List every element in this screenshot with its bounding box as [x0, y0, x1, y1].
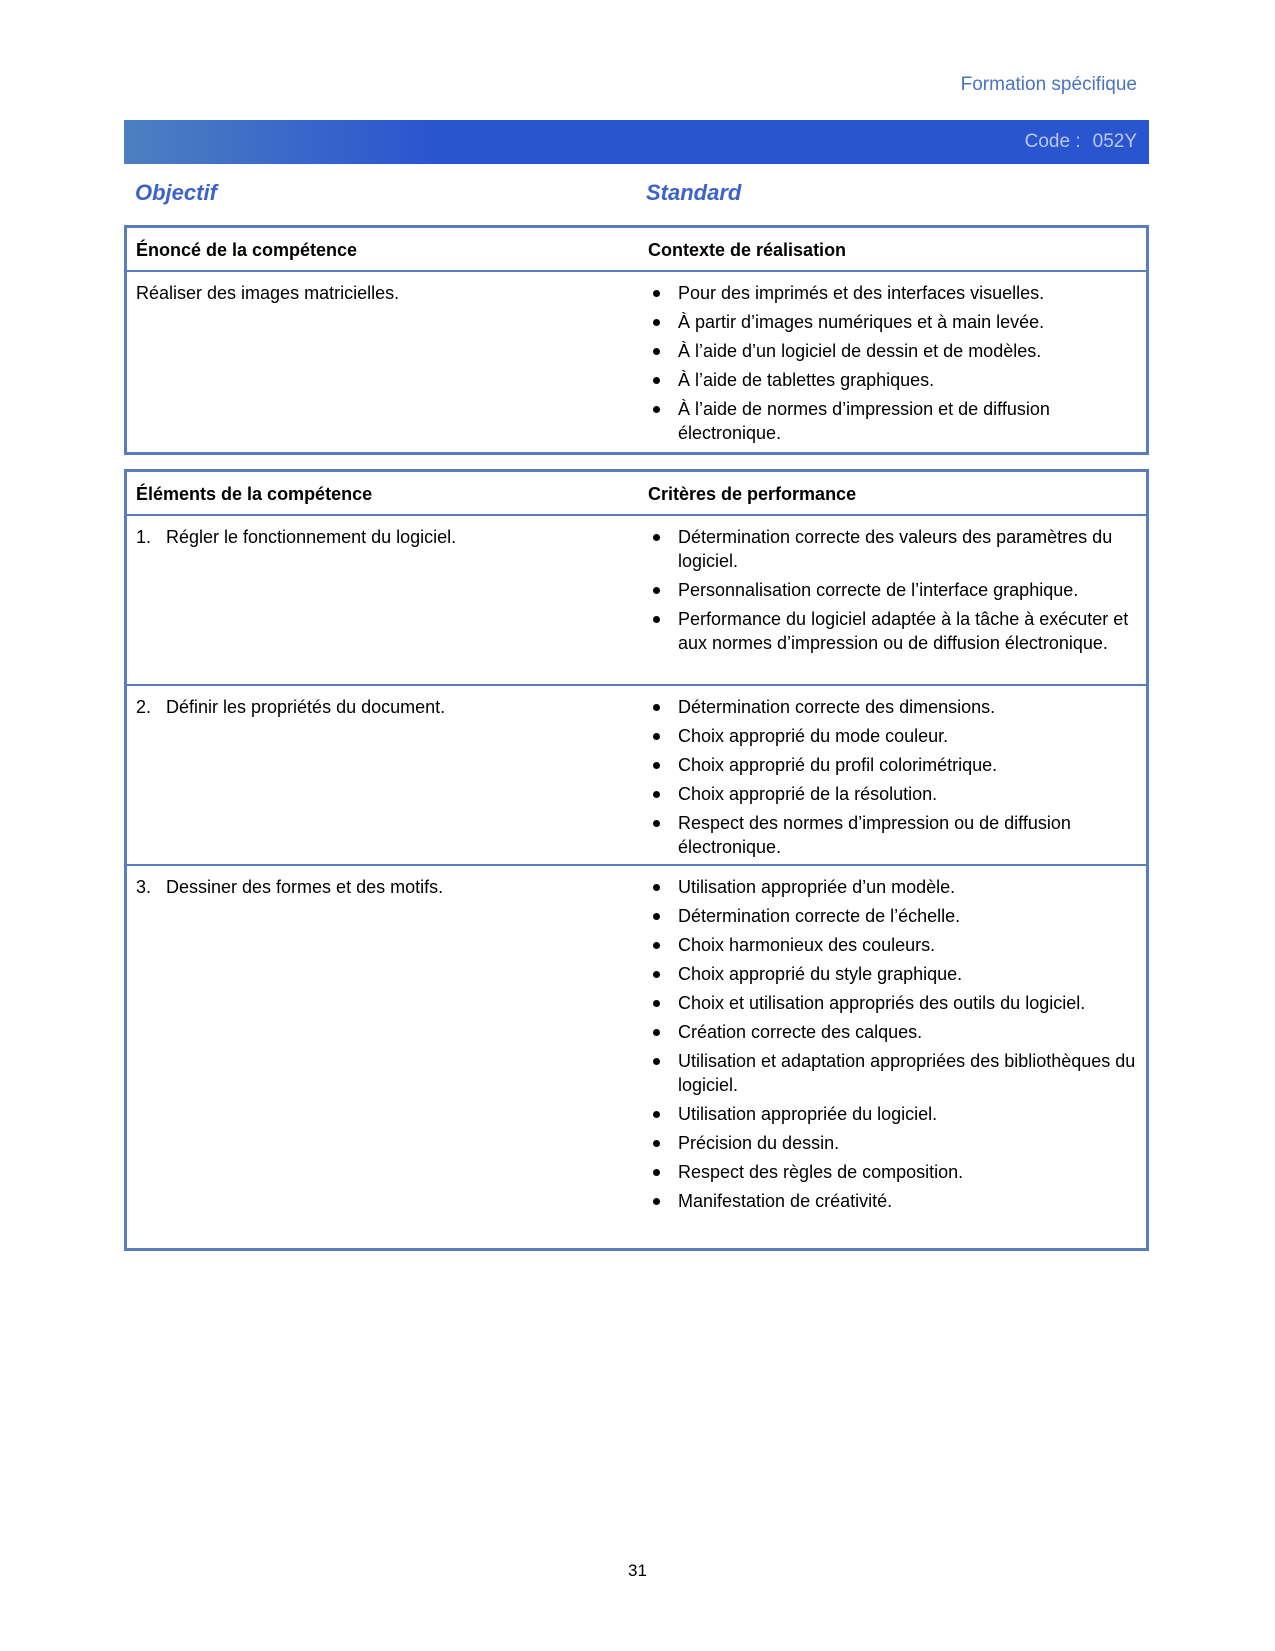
table-row [127, 272, 1146, 452]
criteres-cell [648, 875, 1138, 1218]
element-number: 1. [136, 527, 152, 547]
table-row [127, 516, 1146, 686]
element-label [136, 875, 443, 899]
list-item: À l’aide d’un logiciel de dessin et de modèles. [648, 339, 1138, 363]
list-item: Choix et utilisation appropriés des outils du logiciel. [648, 991, 1138, 1015]
table-header [127, 228, 1146, 272]
column-header-criteres: Critères de performance [648, 484, 857, 504]
elements-table [124, 469, 1149, 1251]
list-item: Choix approprié du mode couleur. [648, 724, 1138, 748]
page-number: 31 [628, 1561, 647, 1580]
criteres-list [648, 875, 1138, 1213]
column-header-enonce: Énoncé de la compétence [136, 240, 358, 260]
element-text: Dessiner des formes et des motifs. [166, 877, 444, 897]
list-item: À l’aide de tablettes graphiques. [648, 368, 1138, 392]
code-label: Code : [1024, 131, 1081, 152]
criteres-list [648, 525, 1138, 655]
criteres-cell [648, 525, 1138, 660]
criteres-list [648, 695, 1138, 859]
list-item: À l’aide de normes d’impression et de diffusion électronique. [648, 397, 1138, 445]
element-text: Régler le fonctionnement du logiciel. [166, 527, 457, 547]
list-item: Détermination correcte de l’échelle. [648, 904, 1138, 928]
list-item: Choix approprié de la résolution. [648, 782, 1138, 806]
table-row [127, 686, 1146, 866]
objectif-heading: Objectif [135, 180, 217, 205]
code-value: 052Y [1092, 131, 1137, 152]
list-item: Respect des règles de composition. [648, 1160, 1138, 1184]
list-item: Manifestation de créativité. [648, 1189, 1138, 1213]
list-item: À partir d’images numériques et à main levée. [648, 310, 1138, 334]
list-item: Utilisation appropriée d’un modèle. [648, 875, 1138, 899]
column-header-elements: Éléments de la compétence [136, 484, 373, 504]
column-header-contexte: Contexte de réalisation [648, 240, 847, 260]
list-item: Personnalisation correcte de l’interface graphique. [648, 578, 1138, 602]
list-item: Utilisation appropriée du logiciel. [648, 1102, 1138, 1126]
competence-table [124, 225, 1149, 455]
list-item: Détermination correcte des valeurs des paramètres du logiciel. [648, 525, 1138, 573]
list-item: Performance du logiciel adaptée à la tâche à exécuter et aux normes d’impression ou de diffusion électronique. [648, 607, 1138, 655]
standard-heading: Standard [646, 180, 742, 205]
element-label [136, 695, 445, 719]
list-item: Précision du dessin. [648, 1131, 1138, 1155]
element-label [136, 525, 456, 549]
list-item: Utilisation et adaptation appropriées des bibliothèques du logiciel. [648, 1049, 1138, 1097]
list-item: Pour des imprimés et des interfaces visuelles. [648, 281, 1138, 305]
list-item: Détermination correcte des dimensions. [648, 695, 1138, 719]
contexte-list [648, 281, 1138, 445]
list-item: Choix approprié du profil colorimétrique. [648, 753, 1138, 777]
criteres-cell [648, 695, 1138, 864]
list-item: Choix harmonieux des couleurs. [648, 933, 1138, 957]
objectif-standard-row [124, 180, 1149, 210]
element-number: 3. [136, 877, 152, 897]
list-item: Choix approprié du style graphique. [648, 962, 1138, 986]
contexte-list-cell [648, 281, 1138, 450]
table-header [127, 472, 1146, 516]
code-text [1025, 131, 1137, 153]
code-banner [124, 120, 1149, 164]
table-row [127, 866, 1146, 1246]
list-item: Respect des normes d’impression ou de diffusion électronique. [648, 811, 1138, 859]
element-text: Définir les propriétés du document. [166, 697, 446, 717]
section-title: Formation spécifique [960, 74, 1137, 95]
competence-statement: Réaliser des images matricielles. [136, 283, 400, 303]
element-number: 2. [136, 697, 152, 717]
list-item: Création correcte des calques. [648, 1020, 1138, 1044]
